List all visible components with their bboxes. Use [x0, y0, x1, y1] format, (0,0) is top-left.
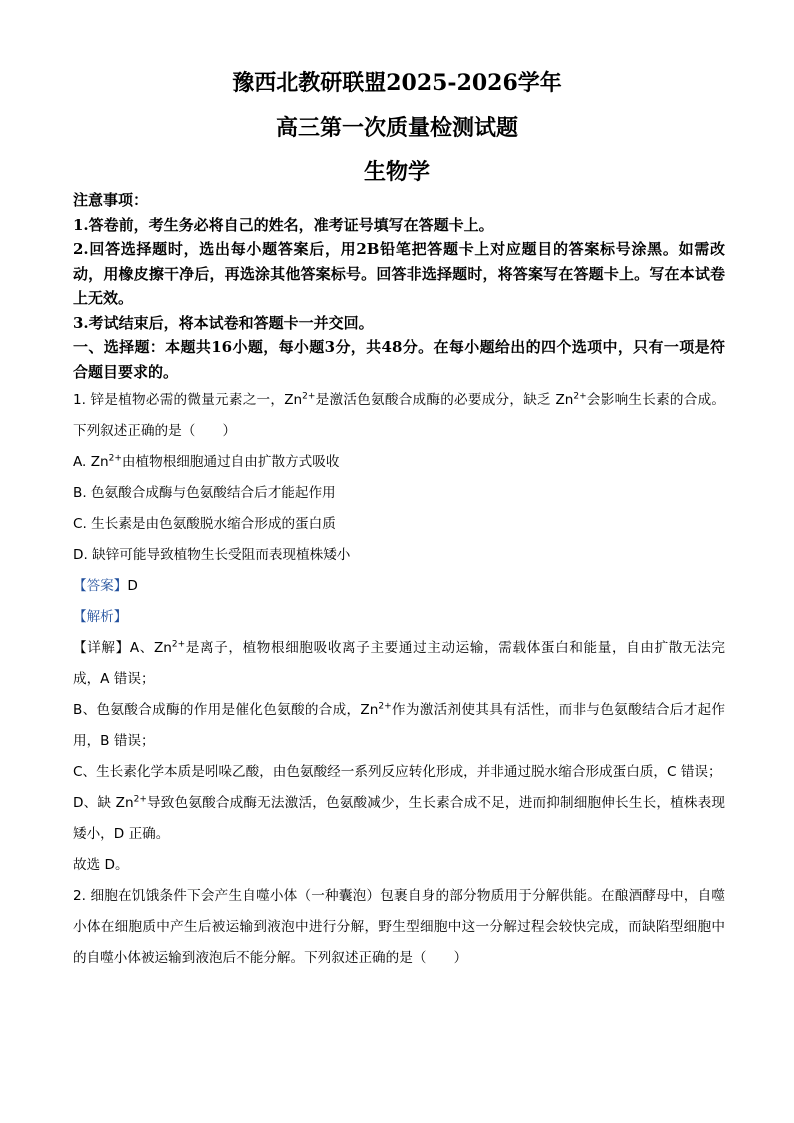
instruction-item-3: 3.考试结束后，将本试卷和答题卡一并交回。	[73, 313, 374, 332]
superscript: 2+	[133, 794, 147, 805]
exam-subject: 生物学	[363, 159, 430, 185]
detail-label: 【详解】	[73, 640, 130, 656]
superscript: 2+	[171, 639, 186, 650]
detail-text: B、色氨酸合成酶的作用是催化色氨酸的合成，Zn	[73, 702, 379, 718]
q1-stem-part: 是激活色氨酸合成酶的必要成分，缺乏 Zn	[315, 392, 574, 408]
instructions-heading: 注意事项：	[73, 191, 149, 209]
exam-instructions	[73, 188, 725, 384]
q1-detail-a	[73, 633, 725, 695]
superscript: 2+	[302, 391, 316, 402]
q1-stem-part: 1. 锌是植物必需的微量元素之一，Zn	[73, 392, 303, 408]
analysis-label: 【解析】	[73, 609, 128, 625]
detail-text: 是离子，植物根细胞吸收离子主要通过主动运输，需载体蛋白和能量，自由扩散无法完成，A 错误；	[73, 640, 725, 687]
question-1-stem	[73, 385, 725, 447]
instruction-item-2: 2.回答选择题时，选出每小题答案后，用2B铅笔把答题卡上对应题目的答案标号涂黑。如需改动，用橡皮擦干净后，再选涂其他答案标号。回答非选择题时，将答案写在答题卡上。写在本试卷上无效。	[73, 240, 725, 307]
section-heading: 一、选择题：本题共16小题，每小题3分，共48分。在每小题给出的四个选项中，只有一项是符合题目要求的。	[73, 338, 725, 381]
q1-option-a	[73, 447, 725, 478]
superscript: 2+	[573, 391, 587, 402]
q1-option-b: B. 色氨酸合成酶与色氨酸结合后才能起作用	[73, 485, 336, 501]
q1-detail-d	[73, 788, 725, 850]
exam-title-line2: 高三第一次质量检测试题	[275, 115, 518, 141]
q1-option-c: C. 生长素是由色氨酸脱水缩合形成的蛋白质	[73, 516, 336, 532]
q1-detail-c: C、生长素化学本质是吲哚乙酸，由色氨酸经一系列反应转化形成，并非通过脱水缩合形成蛋白质，C 错误；	[73, 764, 722, 780]
instruction-item-1: 1.答卷前，考生务必将自己的姓名，准考证号填写在答题卡上。	[73, 215, 494, 234]
superscript: 2+	[378, 701, 392, 712]
superscript: 2+	[108, 453, 122, 464]
q1-option-d: D. 缺锌可能导致植物生长受阻而表现植株矮小	[73, 547, 351, 563]
detail-text: 作为激活剂使其具有活性，而非与色氨酸结合后才起作用，B 错误；	[73, 702, 725, 749]
q1-conclusion: 故选 D。	[73, 857, 129, 873]
question-2-stem: 2. 细胞在饥饿条件下会产生自噬小体（一种囊泡）包裹自身的部分物质用于分解供能。在酿酒酵母中，自噬小体在细胞质中产生后被运输到液泡中进行分解，野生型细胞中这一分解过程会较快完成，而缺陷型细胞中的自噬小体被运输到液泡后不能分解。下列叙述正确的是（ ）	[73, 888, 725, 966]
q1-analysis-label	[73, 602, 725, 633]
detail-text: A、Zn	[129, 640, 172, 656]
answer-label: 【答案】	[73, 578, 128, 594]
option-text: 由植物根细胞通过自由扩散方式吸收	[121, 454, 340, 470]
exam-title-line1: 豫西北教研联盟2025-2026学年	[232, 70, 562, 96]
option-text: A. Zn	[73, 454, 109, 470]
question-body	[73, 385, 725, 974]
q1-answer	[73, 571, 725, 602]
q1-detail-b	[73, 695, 725, 757]
detail-text: D、缺 Zn	[73, 795, 134, 811]
answer-value: D	[127, 578, 138, 594]
q1-stem-part: 会影响生长素的合成。下列叙述正确的是（ ）	[73, 392, 726, 439]
detail-text: 导致色氨酸合成酶无法激活，色氨酸减少，生长素合成不足，进而抑制细胞伸长生长，植株表现矮小，D 正确。	[73, 795, 725, 842]
